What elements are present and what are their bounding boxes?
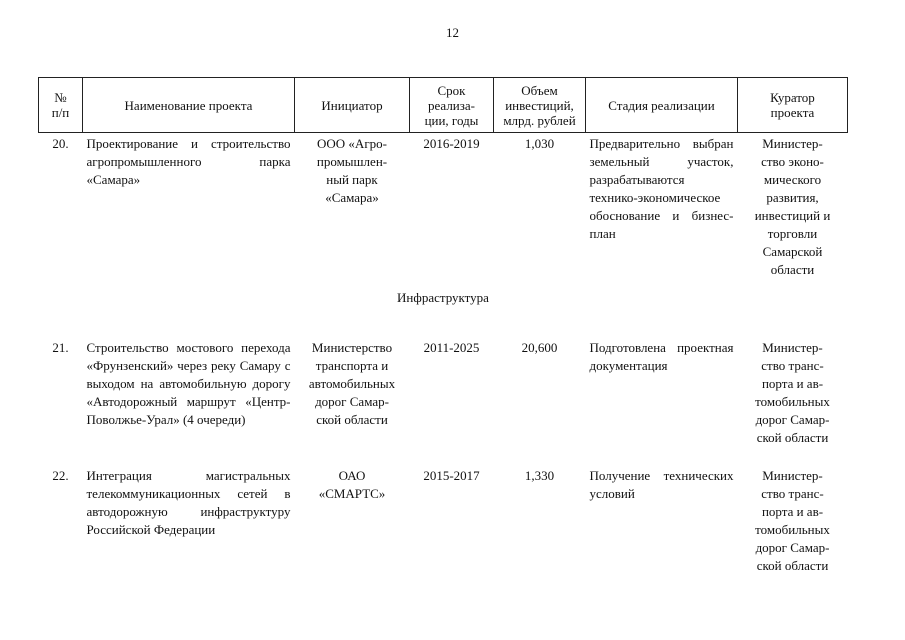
cell-line: ный парк <box>326 172 378 187</box>
cell-line: развития, <box>766 190 819 205</box>
cell-line: «СМАРТС» <box>318 486 386 501</box>
project-initiator <box>295 133 410 280</box>
cell-line: порта и ав- <box>761 504 824 519</box>
cell-line: дорог Самар- <box>755 540 830 555</box>
project-stage: Предварительно выбран земельный участок, разрабатываются технико-экономическое обоснование и бизнес-план <box>589 136 734 241</box>
cell-line: ской области <box>316 412 388 427</box>
project-initiator <box>295 339 410 467</box>
project-investment: 1,030 <box>524 136 555 151</box>
cell-line: Куратор <box>770 90 815 105</box>
header-curator <box>738 78 848 133</box>
header-stage <box>586 78 738 133</box>
cell-line: ской области <box>756 430 829 445</box>
cell-line: области <box>770 262 815 277</box>
cell-line: «Самара» <box>325 190 379 205</box>
project-name: Интеграция магистральных телекоммуникационных сетей в автодорожную инфраструктуру Российской Федерации <box>86 468 291 537</box>
project-stage: Получение технических условий <box>589 468 734 501</box>
header-num <box>39 78 83 133</box>
cell-line: Министер- <box>762 136 823 151</box>
project-investment: 1,330 <box>524 468 555 483</box>
cell-line: № <box>54 90 67 105</box>
cell-line: реализа- <box>428 97 475 113</box>
cell-line: томобильных <box>755 394 830 409</box>
project-name: Строительство мостового перехода «Фрунзенский» через реку Самару с выходом на автомобильную дорогу «Автодорожный маршрут «Центр-Поволжье-Урал» (4 очереди) <box>86 340 291 427</box>
cell-line: дорог Самар- <box>755 412 830 427</box>
cell-line: проекта <box>770 105 815 120</box>
project-stage: Подготовлена проектная документация <box>589 340 734 373</box>
project-initiator <box>295 467 410 577</box>
cell-line: Объем <box>521 82 558 98</box>
cell-line: ской области <box>756 558 829 573</box>
cell-line: Инициатор <box>321 97 383 113</box>
cell-line: инвестиций, <box>505 97 574 113</box>
cell-line: томобильных <box>755 522 830 537</box>
header-name <box>83 78 295 133</box>
project-term: 2011-2025 <box>423 340 480 355</box>
cell-line: млрд. рублей <box>503 112 576 128</box>
table-row <box>39 467 848 577</box>
section-row <box>39 279 848 319</box>
cell-line: промышлен- <box>316 154 388 169</box>
cell-line: ОАО <box>338 468 366 483</box>
project-term: 2016-2019 <box>423 136 480 151</box>
cell-line: торговли <box>767 226 818 241</box>
row-number: 22. <box>52 468 69 483</box>
row-number: 21. <box>52 340 69 355</box>
table-row <box>39 339 848 467</box>
cell-line: Срок <box>437 82 466 98</box>
cell-line: мического <box>763 172 822 187</box>
cell-line: транспорта и <box>315 358 389 373</box>
cell-line: Министерство <box>311 340 393 355</box>
cell-line: автомобильных <box>308 376 396 391</box>
cell-line: ство транс- <box>761 358 824 373</box>
cell-line: Министер- <box>762 340 823 355</box>
project-curator <box>738 467 848 577</box>
row-number: 20. <box>52 136 69 151</box>
project-term: 2015-2017 <box>423 468 480 483</box>
cell-line: ции, годы <box>424 112 479 128</box>
cell-line: Наименование проекта <box>124 97 253 113</box>
projects-table <box>38 77 848 577</box>
cell-line: ство эконо- <box>761 154 824 169</box>
cell-line: инвестиций и <box>754 208 831 223</box>
cell-line: Самарской <box>762 244 823 259</box>
project-investment: 20,600 <box>521 340 558 355</box>
project-name: Проектирование и строительство агропромышленного парка «Самара» <box>86 136 291 187</box>
table-row <box>39 133 848 280</box>
project-curator <box>738 339 848 467</box>
table-header-row <box>39 78 848 133</box>
header-investment <box>494 78 586 133</box>
header-term <box>410 78 494 133</box>
section-title: Инфраструктура <box>397 290 489 305</box>
project-curator <box>738 133 848 280</box>
cell-line: ство транс- <box>761 486 824 501</box>
cell-line: ООО «Агро- <box>317 136 387 151</box>
cell-line: п/п <box>51 105 70 120</box>
page-number: 12 <box>446 25 459 40</box>
cell-line: Стадия реализации <box>608 97 715 113</box>
cell-line: порта и ав- <box>761 376 824 391</box>
header-initiator <box>295 78 410 133</box>
cell-line: Министер- <box>762 468 823 483</box>
cell-line: дорог Самар- <box>315 394 389 409</box>
